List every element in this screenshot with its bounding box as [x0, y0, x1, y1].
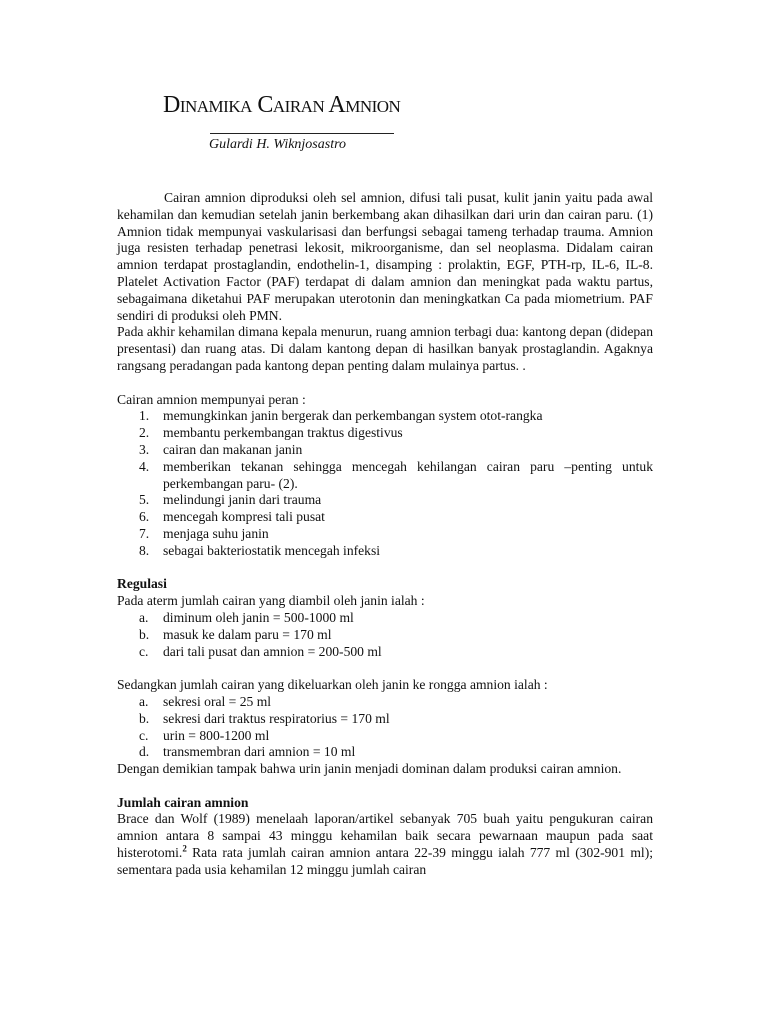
- list-item-text: cairan dan makanan janin: [163, 441, 303, 457]
- document-body: [117, 190, 653, 879]
- roles-list: [117, 408, 653, 559]
- spacer: [117, 660, 653, 677]
- list-item-text: transmembran dari amnion = 10 ml: [163, 744, 356, 760]
- list-item-text: melindungi janin dari trauma: [163, 492, 322, 508]
- list-item-text: memungkinkan janin bergerak dan perkembangan system otot-rangka: [163, 408, 543, 424]
- list-item-text: sebagai bakteriostatik mencegah infeksi: [163, 542, 381, 558]
- list-marker: 4.: [139, 458, 150, 474]
- output-intro: Sedangkan jumlah cairan yang dikeluarkan oleh janin ke rongga amnion ialah :: [117, 677, 548, 693]
- section-heading-jumlah: Jumlah cairan amnion: [117, 794, 249, 810]
- list-item-text: urin = 800-1200 ml: [163, 727, 270, 743]
- list-item-text: sekresi dari traktus respiratorius = 170 ml: [163, 710, 390, 726]
- list-marker: 7.: [139, 525, 150, 541]
- list-item-text: sekresi oral = 25 ml: [163, 693, 272, 709]
- list-item: [117, 442, 653, 459]
- list-item-text: diminum oleh janin = 500-1000 ml: [163, 609, 354, 625]
- list-item-text: menjaga suhu janin: [163, 525, 269, 541]
- list-item-text: masuk ke dalam paru = 170 ml: [163, 626, 332, 642]
- roles-intro: Cairan amnion mempunyai peran :: [117, 391, 306, 407]
- list-item: [117, 728, 653, 745]
- list-marker: 5.: [139, 492, 150, 508]
- list-item: [117, 711, 653, 728]
- list-marker: b.: [139, 710, 150, 726]
- author-rule: [210, 133, 394, 134]
- list-marker: 3.: [139, 441, 150, 457]
- jumlah-text-2: Rata rata jumlah cairan amnion antara 22-39 minggu ialah 777 ml (302-901 ml); sementara pada usia kehamilan 12 minggu jumlah cairan: [117, 845, 653, 877]
- list-item-text: mencegah kompresi tali pusat: [163, 509, 325, 525]
- intro-paragraph-2: Pada akhir kehamilan dimana kepala menurun, ruang amnion terbagi dua: kantong depan (didepan presentasi) dan ruang atas. Di dalam kantong depan di hasilkan banyak prostaglandin. Agaknya rangsang peradangan pada kantong depan penting dalam mulainya partus. .: [117, 324, 653, 373]
- list-marker: a.: [139, 609, 149, 625]
- spacer: [117, 560, 653, 577]
- list-marker: c.: [139, 727, 149, 743]
- list-item: [117, 509, 653, 526]
- jumlah-text-1: Brace dan Wolf (1989) menelaah laporan/artikel sebanyak 705 buah yaitu pengukuran cairan amnion antara 8 sampai 43 minggu kehamilan baik secara pewarnaan maupun pada saat histerotomi.: [117, 811, 653, 861]
- list-item: [117, 610, 653, 627]
- list-item: [117, 492, 653, 509]
- intro-paragraph-1: Cairan amnion diproduksi oleh sel amnion, difusi tali pusat, kulit janin yaitu pada awal kehamilan dan kemudian setelah janin berkembang akan dihasilkan dari urin dan cairan paru. (1) Amnion tidak mempunyai vaskularisasi dan berfungsi sebagai tameng terhadap trauma. Amnion juga resisten terhadap penetrasi lekosit, mikroorganisme, dan sel neoplasma. Didalam cairan amnion terdapat prostaglandin, endothelin-1, disamping : prolaktin, EGF, PTH-rp, IL-6, IL-8. Platelet Activation Factor (PAF) terdapat di dalam amnion dan meningkat pada waktu partus, sebagaimana diketahui PAF merupakan uterotonin dan meningkatkan Ca pada miometrium. PAF sendiri di produksi oleh PMN.: [117, 190, 653, 323]
- list-item-text: dari tali pusat dan amnion = 200-500 ml: [163, 643, 382, 659]
- list-marker: 1.: [139, 408, 150, 424]
- list-item-text: membantu perkembangan traktus digestivus: [163, 425, 403, 441]
- jumlah-paragraph: [117, 811, 653, 878]
- document-title: Dinamika Cairan Amnion: [163, 92, 401, 118]
- list-item-text: memberikan tekanan sehingga mencegah kehilangan cairan paru –penting untuk perkembangan paru- (2).: [163, 458, 653, 491]
- intake-intro: Pada aterm jumlah cairan yang diambil oleh janin ialah :: [117, 593, 425, 609]
- footnote-ref: 2: [182, 843, 187, 854]
- list-marker: a.: [139, 693, 149, 709]
- list-marker: b.: [139, 626, 150, 642]
- list-marker: 6.: [139, 509, 150, 525]
- list-marker: 2.: [139, 425, 150, 441]
- list-item: [117, 627, 653, 644]
- list-marker: d.: [139, 744, 150, 760]
- list-item: [117, 425, 653, 442]
- list-item: [117, 526, 653, 543]
- list-item: [117, 744, 653, 761]
- section-heading-regulasi: Regulasi: [117, 576, 167, 592]
- list-item: [117, 644, 653, 661]
- spacer: [117, 375, 653, 392]
- list-item: [117, 459, 653, 493]
- spacer: [117, 778, 653, 795]
- list-marker: 8.: [139, 542, 150, 558]
- author-name: Gulardi H. Wiknjosastro: [209, 137, 347, 152]
- list-item: [117, 408, 653, 425]
- intake-list: [117, 610, 653, 660]
- list-item: [117, 694, 653, 711]
- output-list: [117, 694, 653, 761]
- list-marker: c.: [139, 643, 149, 659]
- list-item: [117, 543, 653, 560]
- regulasi-conclusion: Dengan demikian tampak bahwa urin janin menjadi dominan dalam produksi cairan amnion.: [117, 761, 622, 777]
